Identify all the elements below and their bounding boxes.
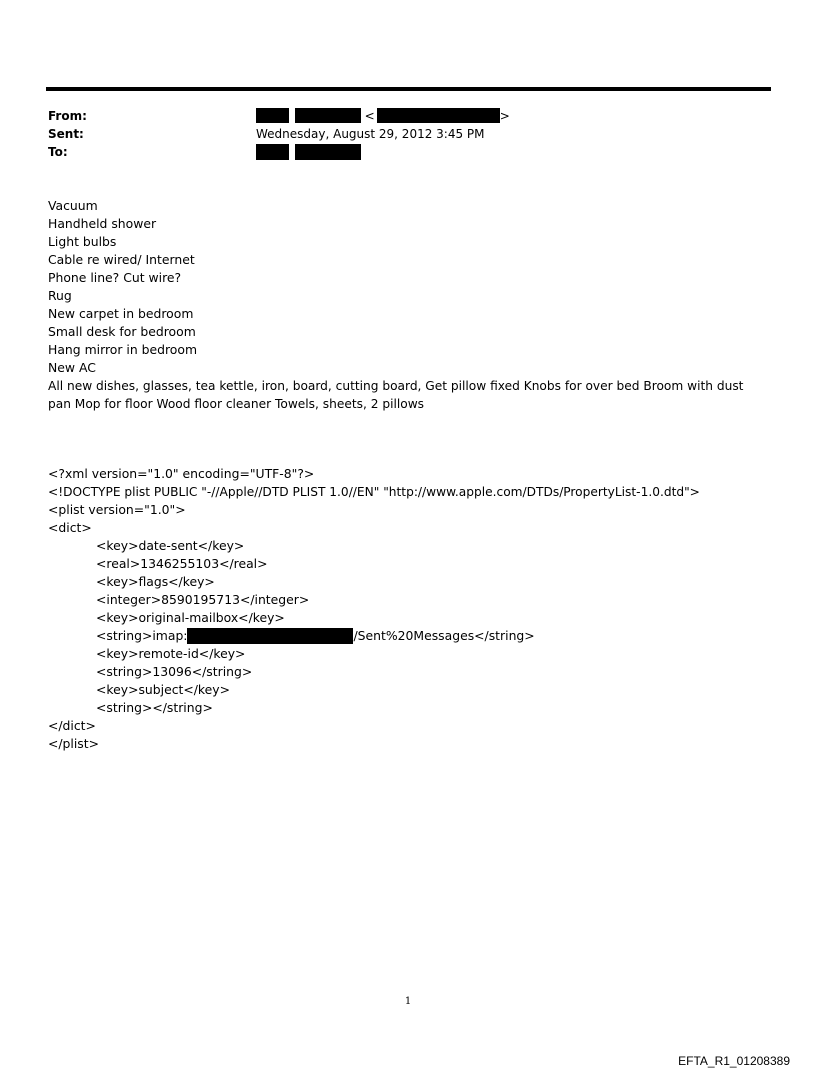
xml-line: </dict> [48,718,96,733]
xml-line: <plist version="1.0"> [48,502,186,517]
to-value [256,144,361,162]
body-line: New carpet in bedroom [48,306,194,321]
xml-line-imap [48,627,778,645]
xml-imap-suffix: /Sent%20Messages</string> [353,628,535,643]
xml-imap-prefix: <string>imap: [96,628,188,643]
redaction-box [377,108,500,123]
email-body [48,197,778,413]
body-line: Rug [48,288,72,303]
xml-line: <?xml version="1.0" encoding="UTF-8"?> [48,466,315,481]
body-line: Vacuum [48,198,98,213]
body-line: Light bulbs [48,234,117,249]
body-line: All new dishes, glasses, tea kettle, iron, board, cutting board, Get pillow fixed Knobs for over bed Broom with dust pan Mop for floor Wood floor cleaner Towels, sheets, 2 pillows [48,379,744,411]
xml-line: <key>date-sent</key> [96,538,245,553]
redaction-box [256,144,289,160]
redaction-box [256,108,289,123]
body-line: Handheld shower [48,216,157,231]
page-number: 1 [404,996,412,1007]
from-bracket-open: < [364,109,375,123]
header-divider [46,87,771,91]
plist-xml [48,465,778,753]
body-line: Hang mirror in bedroom [48,342,198,357]
xml-line: </plist> [48,736,100,751]
redaction-box [295,144,361,160]
bates-number: EFTA_R1_01208389 [678,1054,790,1068]
xml-line: <!DOCTYPE plist PUBLIC "-//Apple//DTD PLIST 1.0//EN" "http://www.apple.com/DTDs/PropertyList-1.0.dtd"> [48,485,700,499]
to-label: To: [48,145,68,159]
body-line: Small desk for bedroom [48,324,196,339]
xml-line: <key>flags</key> [96,574,215,589]
body-line: New AC [48,360,96,375]
xml-line: <key>subject</key> [96,682,230,697]
redaction-box [295,108,361,123]
from-bracket-close: > [499,109,510,123]
xml-line: <string></string> [96,700,213,715]
xml-line: <string>13096</string> [96,664,253,679]
xml-line: <key>original-mailbox</key> [96,610,285,625]
from-value [256,107,510,125]
xml-line: <key>remote-id</key> [96,646,246,661]
xml-line: <real>1346255103</real> [96,556,268,571]
redaction-box [187,628,353,644]
xml-line: <dict> [48,520,92,535]
from-label: From: [48,109,87,123]
sent-value: Wednesday, August 29, 2012 3:45 PM [256,127,485,141]
body-line: Cable re wired/ Internet [48,252,195,267]
body-line: Phone line? Cut wire? [48,270,182,285]
xml-line: <integer>8590195713</integer> [96,592,310,607]
sent-label: Sent: [48,127,84,141]
